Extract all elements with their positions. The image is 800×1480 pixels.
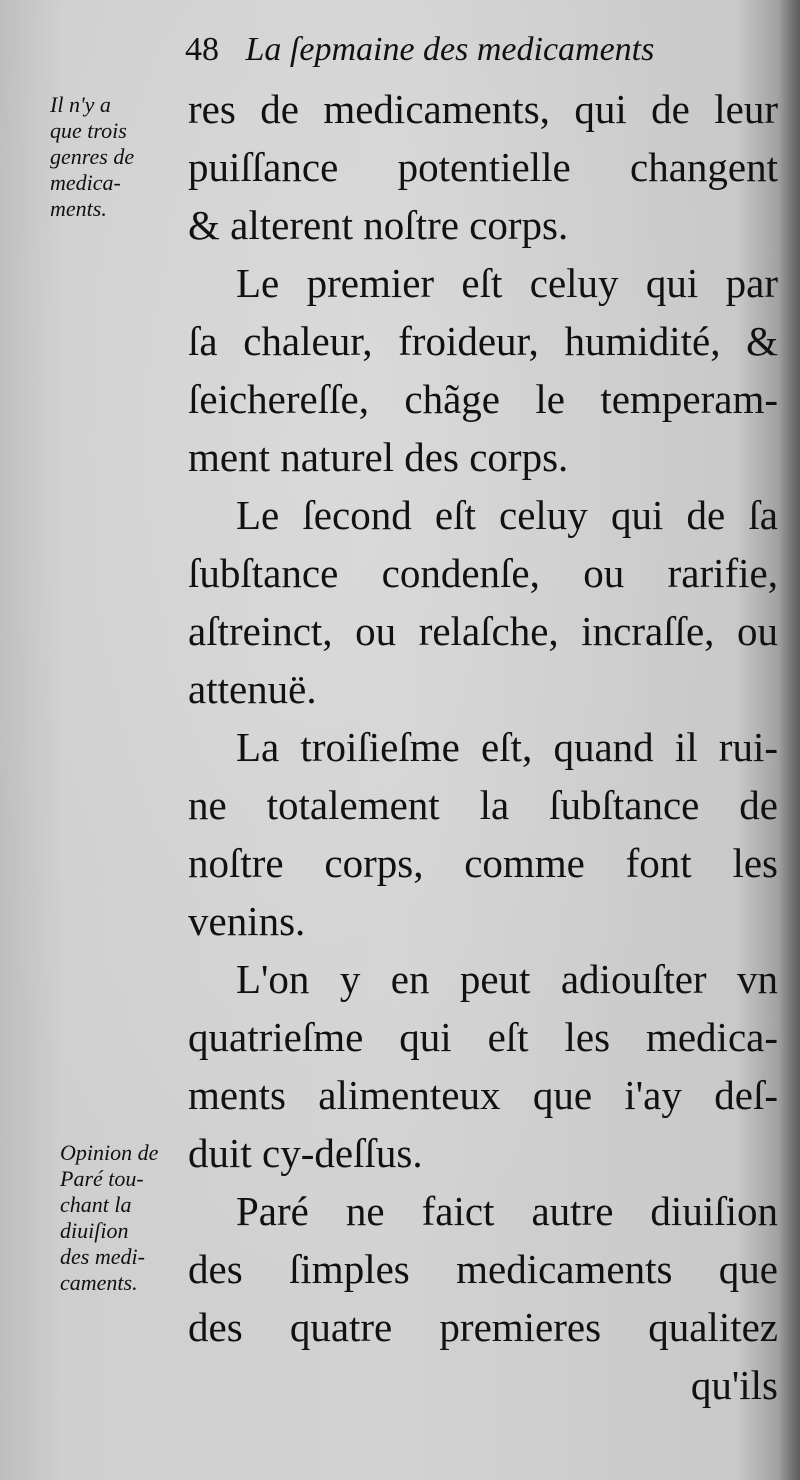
- paragraph-start-line: L'on y en peut adiouſter vn: [236, 956, 778, 1002]
- catchword: qu'ils: [690, 1362, 778, 1408]
- text-line: ſubſtance condenſe, ou rarifie,: [188, 550, 778, 596]
- text-line: aſtreinct, ou relaſche, incraſſe, ou: [188, 608, 778, 654]
- running-header: [185, 30, 775, 70]
- page-number: 48: [185, 31, 219, 68]
- text-line: duit cy-deſſus.: [188, 1130, 423, 1176]
- margin-note-line: caments.: [60, 1270, 138, 1295]
- body-text: [188, 80, 778, 1414]
- margin-note-three-genres: [50, 92, 170, 222]
- text-line: res de medicaments, qui de leur: [188, 86, 778, 132]
- text-line: ne totalement la ſubſtance de: [188, 782, 778, 828]
- margin-note-line: diuiſion: [60, 1218, 129, 1243]
- page-gutter-shadow: [778, 0, 800, 1480]
- margin-note-line: Opinion de: [60, 1140, 159, 1165]
- text-line: & alterent noſtre corps.: [188, 202, 569, 248]
- margin-note-line: genres de: [50, 144, 135, 169]
- text-line: ment naturel des corps.: [188, 434, 569, 480]
- paragraph-start-line: Le ſecond eſt celuy qui de ſa: [236, 492, 778, 538]
- margin-note-line: ments.: [50, 196, 107, 221]
- paragraph-start-line: Le premier eſt celuy qui par: [236, 260, 778, 306]
- margin-note-line: des medi-: [60, 1244, 145, 1269]
- text-line: des ſimples medicaments que: [188, 1246, 778, 1292]
- paragraph-start-line: Paré ne faict autre diuiſion: [236, 1188, 778, 1234]
- margin-note-line: chant la: [60, 1192, 132, 1217]
- margin-note-line: Il n'y a: [50, 92, 111, 117]
- paragraph-start-line: La troiſieſme eſt, quand il rui-: [236, 724, 778, 770]
- text-line: ments alimenteux que i'ay deſ-: [188, 1072, 778, 1118]
- margin-note-line: que trois: [50, 118, 127, 143]
- text-line: puiſſance potentielle changent: [188, 144, 778, 190]
- text-line: noſtre corps, comme font les: [188, 840, 778, 886]
- margin-note-line: Paré tou-: [60, 1166, 144, 1191]
- margin-note-line: medica-: [50, 170, 121, 195]
- text-line: attenuë.: [188, 666, 317, 712]
- text-line: des quatre premieres qualitez: [188, 1304, 778, 1350]
- text-line: ſa chaleur, froideur, humidité, &: [188, 318, 778, 364]
- text-line: venins.: [188, 898, 306, 944]
- text-line: ſeichereſſe, chãge le temperam-: [188, 376, 778, 422]
- margin-note-pare-opinion: [60, 1140, 195, 1296]
- running-title: La ſepmaine des medicaments: [245, 31, 655, 68]
- text-line: quatrieſme qui eſt les medica-: [188, 1014, 778, 1060]
